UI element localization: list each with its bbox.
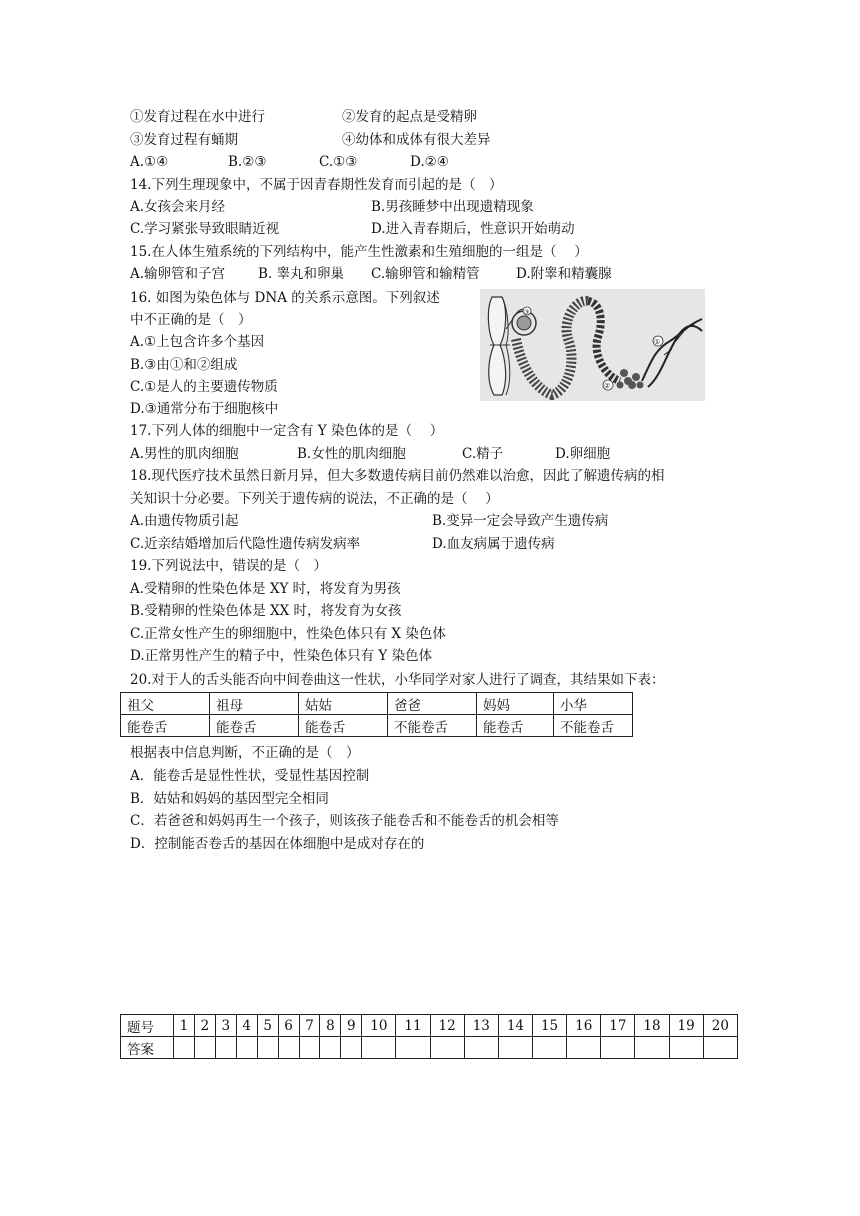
table-cell: 能卷舌 bbox=[477, 715, 554, 737]
answer-number-cell: 15 bbox=[533, 1015, 567, 1037]
answer-blank-cell[interactable] bbox=[362, 1037, 396, 1059]
answer-blank-cell[interactable] bbox=[703, 1037, 737, 1059]
q13-statement-1: ①发育过程在水中进行 bbox=[130, 109, 265, 125]
answer-blank-cell[interactable] bbox=[299, 1037, 320, 1059]
answer-blank-cell[interactable] bbox=[567, 1037, 601, 1059]
q18-stem-line1: 18.现代医疗技术虽然日新月异，但大多数遗传病目前仍然难以治愈，因此了解遗传病的相 bbox=[130, 468, 665, 484]
answer-number-cell: 20 bbox=[703, 1015, 737, 1037]
table-header-cell: 祖父 bbox=[121, 693, 210, 715]
answer-number-cell: 10 bbox=[362, 1015, 396, 1037]
answer-number-cell: 19 bbox=[669, 1015, 703, 1037]
q19-option-b: B.受精卵的性染色体是 XX 时，将发育为女孩 bbox=[130, 603, 402, 619]
answer-blank-cell[interactable] bbox=[669, 1037, 703, 1059]
answer-number-cell: 14 bbox=[498, 1015, 532, 1037]
answer-number-cell: 8 bbox=[320, 1015, 341, 1037]
q15-stem: 15.在人体生殖系统的下列结构中，能产生性激素和生殖细胞的一组是（ ） bbox=[130, 244, 588, 260]
answer-number-cell: 4 bbox=[236, 1015, 257, 1037]
answer-number-cell: 13 bbox=[464, 1015, 498, 1037]
answer-number-cell: 5 bbox=[257, 1015, 278, 1037]
q16-option-d: D.③通常分布于细胞核中 bbox=[130, 401, 279, 417]
q14-option-d: D.进入青春期后，性意识开始萌动 bbox=[371, 221, 575, 237]
table-header-cell: 妈妈 bbox=[477, 693, 554, 715]
q17-option-b: B.女性的肌肉细胞 bbox=[297, 446, 406, 462]
q18-option-c: C.近亲结婚增加后代隐性遗传病发病率 bbox=[130, 536, 361, 552]
q16-option-b: B.③由①和②组成 bbox=[130, 357, 238, 373]
answer-number-cell: 1 bbox=[174, 1015, 195, 1037]
q13-statement-3: ③发育过程有蛹期 bbox=[130, 132, 238, 148]
q15-option-b: B. 睾丸和卵巢 bbox=[258, 266, 345, 282]
q18-option-a: A.由遗传物质引起 bbox=[130, 513, 239, 529]
answer-blank-cell[interactable] bbox=[194, 1037, 215, 1059]
table-cell: 不能卷舌 bbox=[388, 715, 477, 737]
answer-blank-cell[interactable] bbox=[601, 1037, 635, 1059]
answer-number-cell: 18 bbox=[635, 1015, 669, 1037]
answer-number-cell: 17 bbox=[601, 1015, 635, 1037]
table-cell: 不能卷舌 bbox=[554, 715, 633, 737]
q20-option-d: D．控制能否卷舌的基因在体细胞中是成对存在的 bbox=[130, 836, 425, 852]
q17-stem: 17.下列人体的细胞中一定含有 Y 染色体的是（ ） bbox=[130, 423, 444, 439]
answer-blank-cell[interactable] bbox=[236, 1037, 257, 1059]
table-row bbox=[121, 1015, 738, 1037]
q20-option-b: B．姑姑和妈妈的基因型完全相同 bbox=[130, 791, 329, 807]
q16-stem-line2: 中不正确的是（ ） bbox=[130, 312, 252, 328]
answer-number-cell: 16 bbox=[567, 1015, 601, 1037]
table-cell: 能卷舌 bbox=[210, 715, 299, 737]
answer-blank-cell[interactable] bbox=[320, 1037, 341, 1059]
q13-option-a: A.①④ bbox=[130, 154, 169, 170]
q16-option-c: C.①是人的主要遗传物质 bbox=[130, 379, 278, 395]
q13-option-b: B.②③ bbox=[228, 154, 267, 170]
q20-stem-2: 根据表中信息判断，不正确的是（ ） bbox=[130, 745, 360, 761]
q15-option-c: C.输卵管和输精管 bbox=[371, 266, 480, 282]
answer-table-label-answer: 答案 bbox=[121, 1037, 174, 1059]
table-header-cell: 小华 bbox=[554, 693, 633, 715]
answer-blank-cell[interactable] bbox=[430, 1037, 464, 1059]
answer-number-cell: 11 bbox=[396, 1015, 430, 1037]
q17-option-a: A.男性的肌肉细胞 bbox=[130, 446, 239, 462]
answer-number-cell: 2 bbox=[194, 1015, 215, 1037]
answer-blank-cell[interactable] bbox=[533, 1037, 567, 1059]
table-row bbox=[121, 715, 633, 737]
table-header-cell: 姑姑 bbox=[299, 693, 388, 715]
table-row bbox=[121, 693, 633, 715]
table-cell: 能卷舌 bbox=[299, 715, 388, 737]
chromosome-dna-figure bbox=[480, 289, 705, 401]
answer-blank-cell[interactable] bbox=[257, 1037, 278, 1059]
figure-label-3: ③ bbox=[524, 309, 530, 316]
q16-stem-line1: 16. 如图为染色体与 DNA 的关系示意图。下列叙述 bbox=[130, 290, 440, 306]
q14-option-c: C.学习紧张导致眼睛近视 bbox=[130, 221, 280, 237]
q18-option-b: B.变异一定会导致产生遗传病 bbox=[432, 513, 609, 529]
figure-label-1: ① bbox=[654, 338, 661, 346]
q14-option-a: A.女孩会来月经 bbox=[130, 199, 226, 215]
q18-option-d: D.血友病属于遗传病 bbox=[432, 536, 555, 552]
answer-table-label-number: 题号 bbox=[121, 1015, 174, 1037]
q13-option-c: C.①③ bbox=[319, 154, 358, 170]
answer-blank-cell[interactable] bbox=[341, 1037, 362, 1059]
q13-option-d: D.②④ bbox=[410, 154, 449, 170]
answer-table bbox=[120, 1014, 738, 1059]
answer-blank-cell[interactable] bbox=[396, 1037, 430, 1059]
q13-statement-4: ④幼体和成体有很大差异 bbox=[342, 132, 491, 148]
figure-label-2: ② bbox=[604, 382, 611, 390]
answer-number-cell: 12 bbox=[430, 1015, 464, 1037]
answer-blank-cell[interactable] bbox=[174, 1037, 195, 1059]
answer-blank-cell[interactable] bbox=[278, 1037, 299, 1059]
q16-option-a: A.①上包含许多个基因 bbox=[130, 334, 265, 350]
q19-stem: 19.下列说法中，错误的是（ ） bbox=[130, 558, 327, 574]
family-survey-table bbox=[120, 692, 633, 737]
q17-option-c: C.精子 bbox=[462, 446, 504, 462]
q19-option-d: D.正常男性产生的精子中，性染色体只有 Y 染色体 bbox=[130, 648, 433, 664]
answer-blank-cell[interactable] bbox=[498, 1037, 532, 1059]
q18-stem-line2: 关知识十分必要。下列关于遗传病的说法，不正确的是（ ） bbox=[130, 491, 499, 507]
answer-number-cell: 6 bbox=[278, 1015, 299, 1037]
q19-option-a: A.受精卵的性染色体是 XY 时，将发育为男孩 bbox=[130, 581, 401, 597]
table-header-cell: 爸爸 bbox=[388, 693, 477, 715]
table-header-cell: 祖母 bbox=[210, 693, 299, 715]
answer-number-cell: 7 bbox=[299, 1015, 320, 1037]
answer-blank-cell[interactable] bbox=[215, 1037, 236, 1059]
q20-option-a: A．能卷舌是显性性状，受显性基因控制 bbox=[130, 768, 370, 784]
q13-statement-2: ②发育的起点是受精卵 bbox=[342, 109, 477, 125]
q15-option-a: A.输卵管和子宫 bbox=[130, 266, 226, 282]
answer-number-cell: 3 bbox=[215, 1015, 236, 1037]
q20-option-c: C．若爸爸和妈妈再生一个孩子，则该孩子能卷舌和不能卷舌的机会相等 bbox=[130, 813, 559, 829]
answer-blank-cell[interactable] bbox=[464, 1037, 498, 1059]
table-row bbox=[121, 1037, 738, 1059]
q14-option-b: B.男孩睡梦中出现遗精现象 bbox=[371, 199, 534, 215]
answer-number-cell: 9 bbox=[341, 1015, 362, 1037]
table-cell: 能卷舌 bbox=[121, 715, 210, 737]
q19-option-c: C.正常女性产生的卵细胞中，性染色体只有 X 染色体 bbox=[130, 626, 446, 642]
q17-option-d: D.卵细胞 bbox=[555, 446, 611, 462]
q14-stem: 14.下列生理现象中，不属于因青春期性发育而引起的是（ ） bbox=[130, 177, 503, 193]
q20-stem: 20.对于人的舌头能否向中间卷曲这一性状，小华同学对家人进行了调查，其结果如下表： bbox=[130, 672, 665, 688]
answer-blank-cell[interactable] bbox=[635, 1037, 669, 1059]
q15-option-d: D.附睾和精囊腺 bbox=[516, 266, 612, 282]
